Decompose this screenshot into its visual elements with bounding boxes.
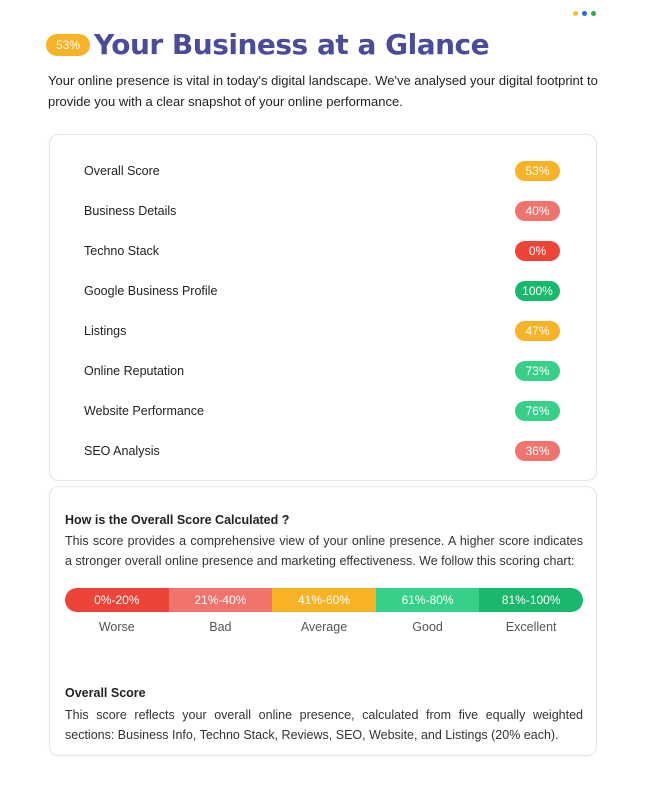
score-row (84, 280, 560, 302)
overall-score-badge: 53% (46, 34, 90, 56)
score-badge: 100% (515, 281, 560, 301)
score-badge: 73% (515, 361, 560, 381)
dot-blue (582, 11, 587, 16)
score-row (84, 320, 560, 342)
page-header (46, 28, 489, 61)
scoring-scale-labels (65, 620, 583, 634)
scale-label: Good (412, 620, 443, 634)
score-label: Online Reputation (84, 364, 185, 378)
score-badge: 0% (515, 241, 560, 261)
score-row (84, 440, 560, 462)
overall-score-heading: Overall Score (65, 686, 146, 700)
overall-score-text: This score reflects your overall online presence, calculated from five equally weighted sections: Business Info, Techno Stack, Reviews, SEO, Website, and Listings (20% each). (65, 708, 583, 742)
score-label: Website Performance (84, 404, 204, 418)
score-badge: 40% (515, 201, 560, 221)
scoring-scale-bar (65, 588, 583, 612)
score-label: SEO Analysis (84, 444, 160, 458)
score-row (84, 400, 560, 422)
score-label: Listings (84, 324, 127, 338)
score-row (84, 240, 560, 262)
score-row (84, 160, 560, 182)
score-label: Techno Stack (84, 244, 160, 258)
scale-segment: 0%-20% (65, 588, 169, 612)
intro-text: Your online presence is vital in today's digital landscape. We've analysed your digital footprint to provide you with a clear snapshot of your online performance. (48, 73, 598, 109)
calculation-heading: How is the Overall Score Calculated ? (65, 513, 290, 527)
scale-segment: 41%-60% (272, 588, 376, 612)
score-label: Business Details (84, 204, 177, 218)
brand-dots (573, 11, 596, 16)
scale-label: Excellent (505, 620, 557, 634)
dot-green (591, 11, 596, 16)
score-badge: 47% (515, 321, 560, 341)
score-badge: 53% (515, 161, 560, 181)
score-label: Overall Score (84, 164, 160, 178)
scale-segment: 21%-40% (169, 588, 273, 612)
scale-label: Average (300, 620, 348, 634)
score-row (84, 360, 560, 382)
scale-segment: 81%-100% (479, 588, 583, 612)
page-title: Your Business at a Glance (94, 28, 490, 61)
scale-segment: 61%-80% (376, 588, 480, 612)
score-label: Google Business Profile (84, 284, 218, 298)
calculation-text: This score provides a comprehensive view of your online presence. A higher score indicates a stronger overall online presence and marketing effectiveness. We follow this scoring chart: (65, 534, 583, 568)
score-badge: 36% (515, 441, 560, 461)
score-badge: 76% (515, 401, 560, 421)
score-summary-card (49, 134, 597, 481)
scale-label: Worse (98, 620, 135, 634)
score-calculation-card (49, 486, 597, 756)
score-row (84, 200, 560, 222)
dot-yellow (573, 11, 578, 16)
scale-label: Bad (209, 620, 232, 634)
